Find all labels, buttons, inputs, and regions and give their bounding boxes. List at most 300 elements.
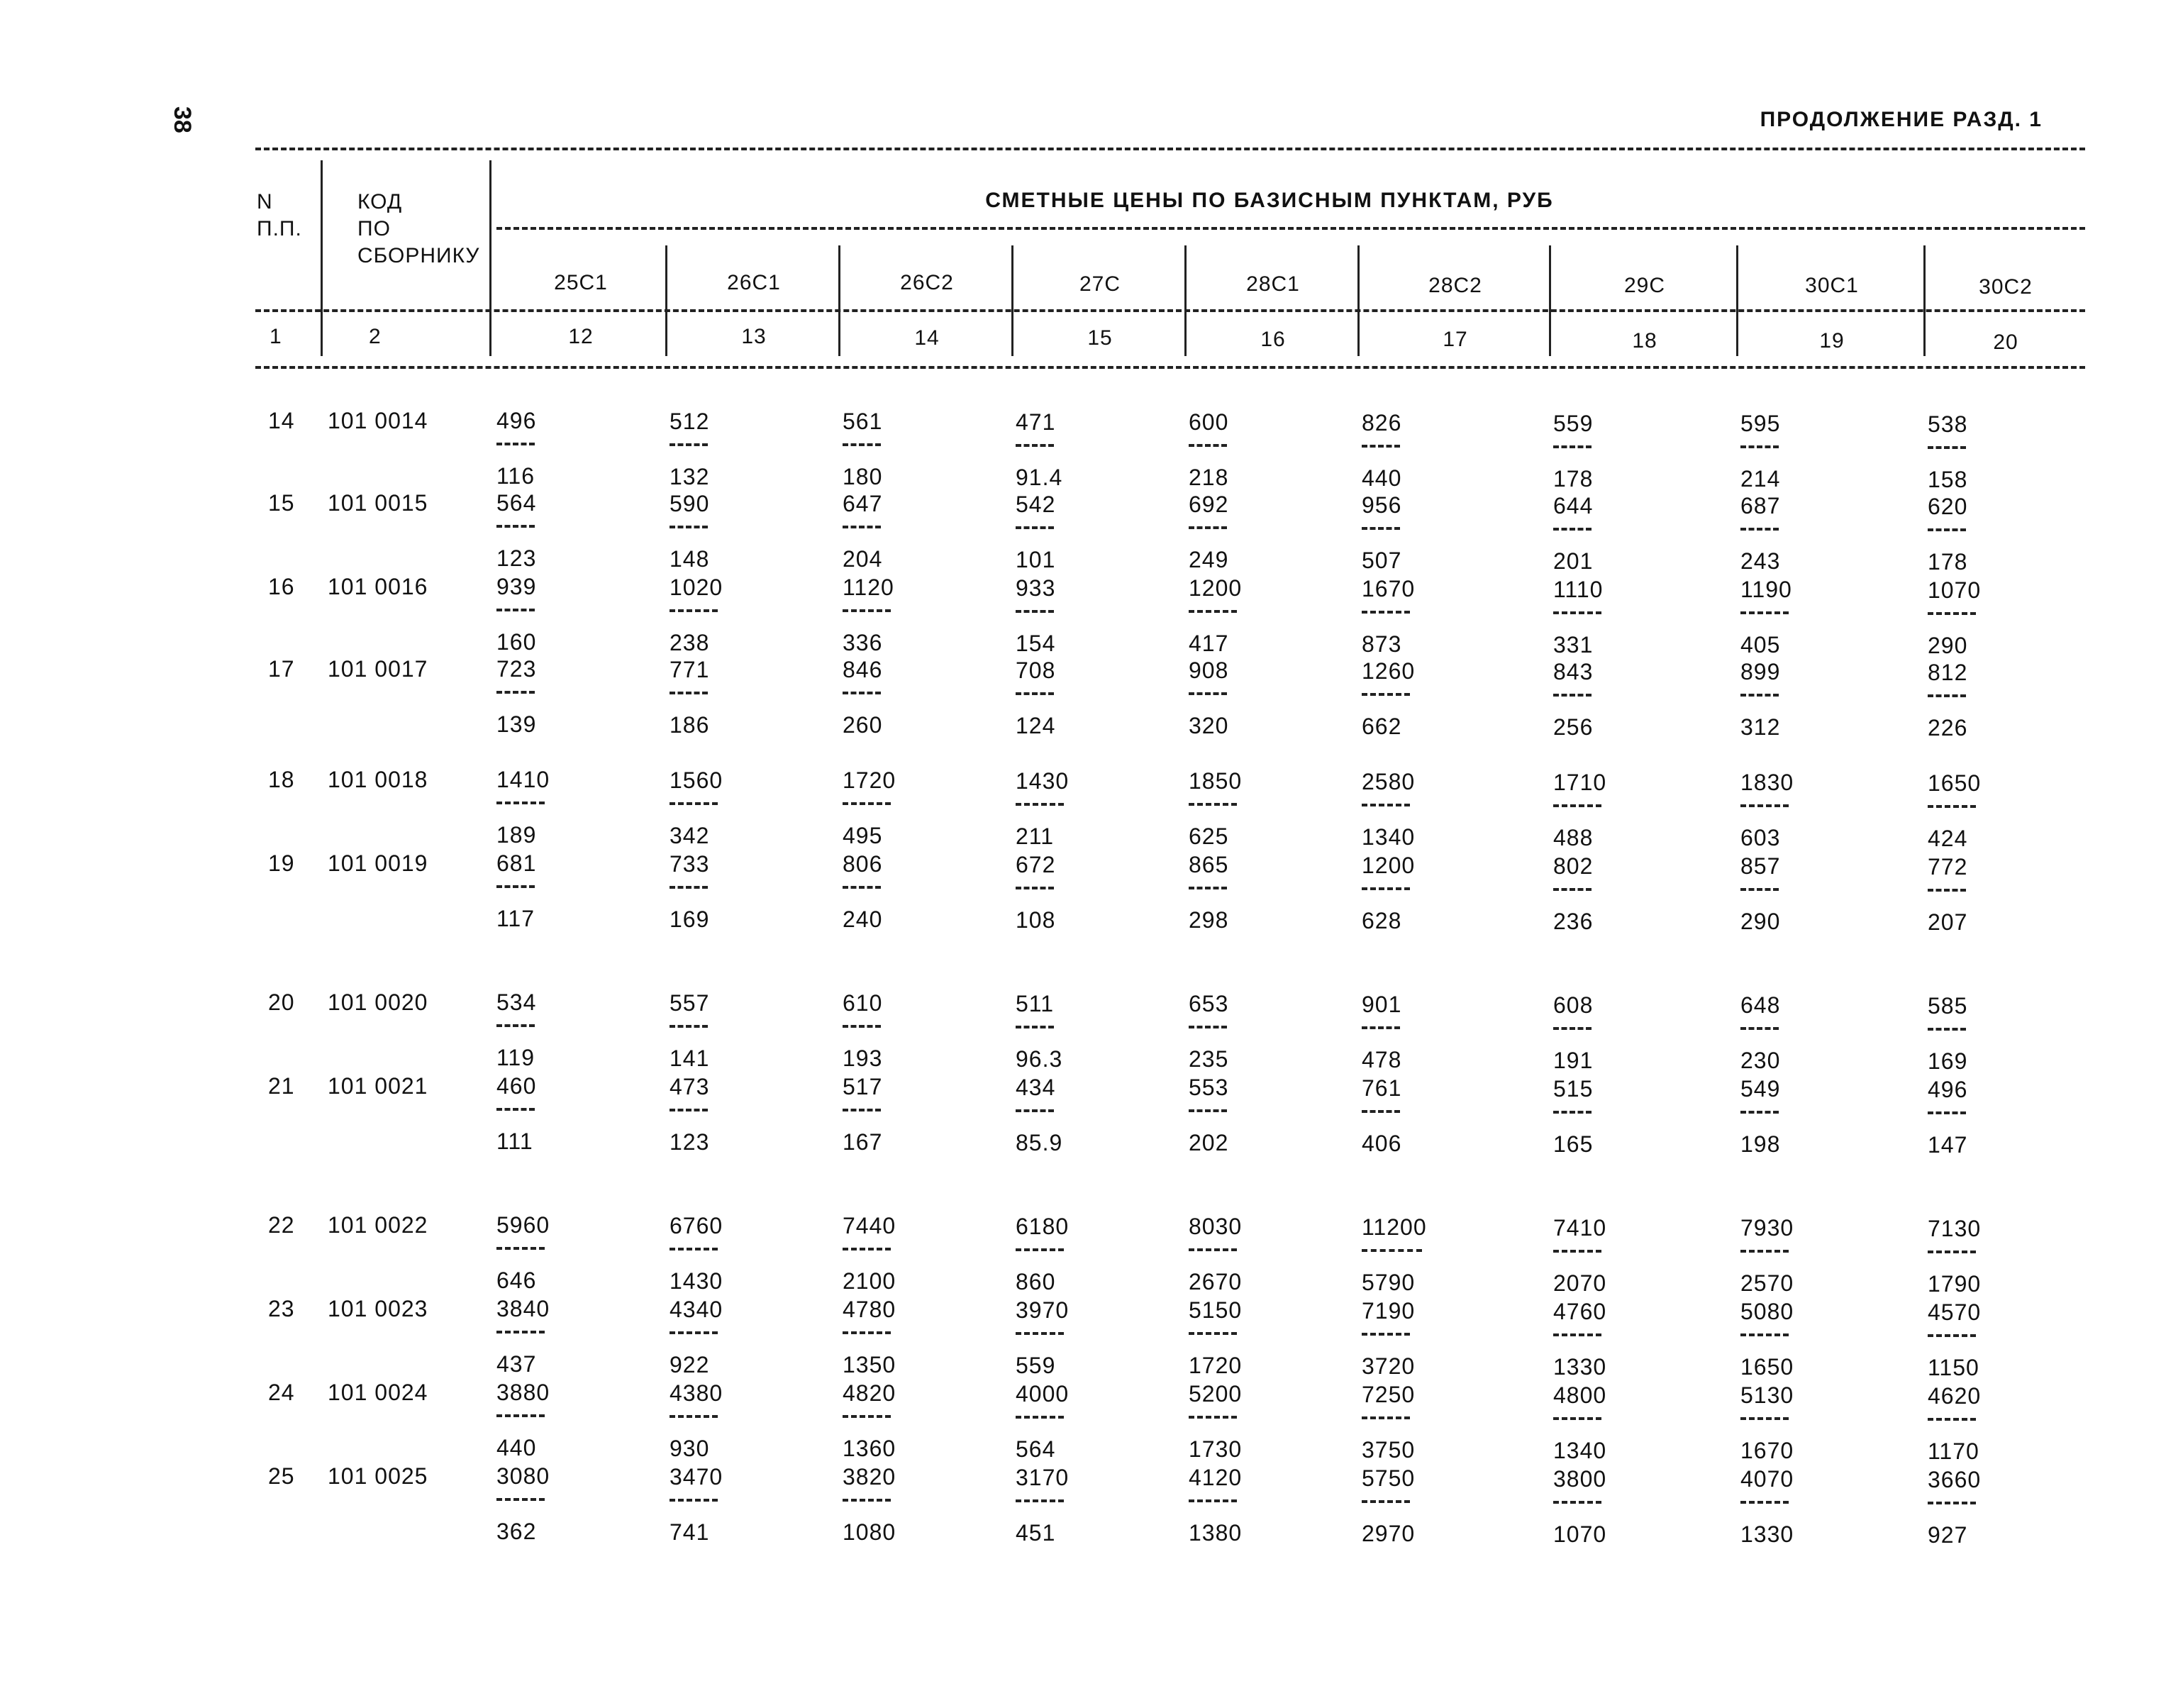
- fraction-line: [670, 1025, 708, 1028]
- price-denominator: 922: [670, 1352, 710, 1377]
- header-divider: [1357, 245, 1360, 356]
- price-denominator: 507: [1362, 548, 1402, 573]
- column-number: 16: [1260, 328, 1286, 351]
- fraction-line: [1016, 1499, 1064, 1502]
- column-number: 13: [741, 325, 767, 348]
- fraction-line: [1740, 611, 1789, 614]
- price-denominator: 2970: [1362, 1521, 1416, 1546]
- price-numerator: 549: [1740, 1076, 1781, 1102]
- price-numerator: 826: [1362, 410, 1402, 436]
- price-numerator: 1020: [670, 575, 723, 600]
- point-header: 27С: [1079, 272, 1121, 296]
- fraction-line: [1928, 889, 1966, 892]
- price-numerator: 542: [1016, 492, 1056, 517]
- price-denominator: 238: [670, 630, 710, 655]
- row-number: 25: [268, 1463, 295, 1489]
- fraction-line: [1553, 1501, 1601, 1504]
- price-numerator: 4070: [1740, 1466, 1794, 1492]
- price-denominator: 290: [1740, 909, 1781, 934]
- row-number: 24: [268, 1380, 295, 1405]
- price-denominator: 559: [1016, 1353, 1056, 1378]
- point-header: 30С2: [1979, 275, 2033, 299]
- price-numerator: 843: [1553, 659, 1594, 684]
- fraction-line: [1362, 611, 1410, 614]
- price-denominator: 186: [670, 712, 710, 738]
- fraction-line: [1553, 804, 1601, 807]
- price-denominator: 169: [670, 906, 710, 932]
- price-numerator: 3660: [1928, 1467, 1982, 1492]
- price-denominator: 662: [1362, 714, 1402, 739]
- fraction-line: [1362, 1110, 1400, 1113]
- header-divider: [838, 245, 840, 356]
- price-numerator: 1200: [1189, 575, 1243, 601]
- fraction-line: [1740, 1417, 1789, 1420]
- price-numerator: 4570: [1928, 1299, 1982, 1325]
- fraction-line: [1740, 528, 1779, 531]
- row-code: 101 0023: [328, 1296, 428, 1321]
- price-denominator: 320: [1189, 713, 1229, 738]
- point-header: 26С1: [727, 271, 781, 294]
- price-denominator: 927: [1928, 1522, 1968, 1548]
- fraction-line: [1016, 1416, 1064, 1419]
- fraction-line: [1740, 1250, 1789, 1253]
- price-numerator: 600: [1189, 409, 1229, 435]
- column-number: 1: [270, 325, 282, 348]
- price-denominator: 312: [1740, 714, 1781, 740]
- price-numerator: 653: [1189, 991, 1229, 1016]
- row-number: 15: [268, 490, 295, 516]
- price-numerator: 515: [1553, 1076, 1594, 1102]
- fraction-line: [670, 609, 718, 612]
- fraction-line: [1362, 693, 1410, 696]
- price-numerator: 723: [496, 656, 537, 682]
- price-numerator: 761: [1362, 1075, 1402, 1101]
- price-denominator: 1720: [1189, 1353, 1243, 1378]
- price-numerator: 471: [1016, 409, 1056, 435]
- price-denominator: 204: [843, 546, 883, 572]
- fraction-line: [843, 526, 881, 528]
- price-denominator: 158: [1928, 467, 1968, 492]
- header-code-line2: ПО: [357, 217, 391, 240]
- price-numerator: 3970: [1016, 1297, 1070, 1323]
- fraction-line: [670, 1499, 718, 1502]
- fraction-line: [1189, 1416, 1237, 1419]
- header-divider: [1736, 245, 1738, 356]
- price-numerator: 1560: [670, 767, 723, 793]
- fraction-line: [1189, 526, 1227, 529]
- fraction-line: [670, 443, 708, 446]
- price-denominator: 1340: [1362, 824, 1416, 850]
- price-numerator: 4620: [1928, 1383, 1982, 1409]
- fraction-line: [670, 1331, 718, 1334]
- price-numerator: 538: [1928, 411, 1968, 437]
- fraction-line: [1553, 528, 1592, 531]
- price-denominator: 1670: [1740, 1438, 1794, 1463]
- price-numerator: 901: [1362, 992, 1402, 1017]
- price-numerator: 846: [843, 657, 883, 682]
- fraction-line: [1016, 1332, 1064, 1335]
- price-denominator: 1430: [670, 1268, 723, 1294]
- price-denominator: 495: [843, 823, 883, 848]
- price-numerator: 4820: [843, 1380, 896, 1406]
- price-denominator: 564: [1016, 1436, 1056, 1462]
- price-numerator: 1410: [496, 767, 550, 792]
- price-denominator: 165: [1553, 1131, 1594, 1157]
- row-code: 101 0014: [328, 408, 428, 433]
- price-denominator: 1170: [1928, 1438, 1979, 1464]
- price-numerator: 564: [496, 490, 537, 516]
- price-denominator: 440: [1362, 465, 1402, 491]
- fraction-line: [1740, 1501, 1789, 1504]
- price-numerator: 7250: [1362, 1382, 1416, 1407]
- row-number: 18: [268, 767, 295, 792]
- price-numerator: 1670: [1362, 576, 1416, 601]
- price-numerator: 496: [1928, 1077, 1968, 1102]
- price-denominator: 178: [1553, 466, 1594, 492]
- fraction-line: [1189, 444, 1227, 447]
- price-numerator: 956: [1362, 492, 1402, 518]
- price-numerator: 806: [843, 851, 883, 877]
- fraction-line: [1362, 527, 1400, 530]
- fraction-line: [1928, 528, 1966, 531]
- row-code: 101 0015: [328, 490, 428, 516]
- fraction-line: [1740, 445, 1779, 448]
- price-denominator: 180: [843, 464, 883, 489]
- continuation-label: ПРОДОЛЖЕНИЕ РАЗД. 1: [1760, 108, 2043, 131]
- price-denominator: 139: [496, 711, 537, 737]
- price-denominator: 167: [843, 1129, 883, 1155]
- price-denominator: 123: [670, 1129, 710, 1155]
- header-divider: [1184, 245, 1187, 356]
- fraction-line: [496, 1024, 535, 1027]
- price-denominator: 1360: [843, 1436, 896, 1461]
- fraction-line: [843, 1025, 881, 1028]
- price-denominator: 417: [1189, 631, 1229, 656]
- price-denominator: 628: [1362, 908, 1402, 933]
- price-numerator: 620: [1928, 494, 1968, 519]
- price-numerator: 6180: [1016, 1214, 1070, 1239]
- price-denominator: 1350: [843, 1352, 896, 1377]
- header-num-line1: N: [257, 190, 273, 214]
- fraction-line: [843, 886, 881, 889]
- fraction-line: [1189, 803, 1237, 806]
- row-code: 101 0024: [328, 1380, 428, 1405]
- price-numerator: 647: [843, 491, 883, 516]
- price-numerator: 5200: [1189, 1381, 1243, 1407]
- row-code: 101 0021: [328, 1073, 428, 1099]
- price-numerator: 857: [1740, 853, 1781, 879]
- price-numerator: 7410: [1553, 1215, 1607, 1241]
- row-number: 23: [268, 1296, 295, 1321]
- price-numerator: 7190: [1362, 1298, 1416, 1324]
- price-denominator: 625: [1189, 824, 1229, 849]
- fraction-line: [496, 1331, 545, 1333]
- fraction-line: [1362, 1026, 1400, 1029]
- price-numerator: 3080: [496, 1463, 550, 1489]
- fraction-line: [1928, 694, 1966, 697]
- row-code: 101 0016: [328, 574, 428, 599]
- row-number: 19: [268, 850, 295, 876]
- column-number: 2: [369, 325, 382, 348]
- price-numerator: 5150: [1189, 1297, 1243, 1323]
- price-denominator: 1080: [843, 1519, 896, 1545]
- fraction-line: [843, 609, 891, 612]
- fraction-line: [496, 1414, 545, 1417]
- price-numerator: 1110: [1553, 577, 1604, 602]
- price-denominator: 2570: [1740, 1270, 1794, 1296]
- price-denominator: 249: [1189, 547, 1229, 572]
- row-number: 14: [268, 408, 295, 433]
- fraction-line: [1189, 1026, 1227, 1028]
- price-denominator: 236: [1553, 909, 1594, 934]
- header-divider: [1549, 245, 1551, 356]
- fraction-line: [1189, 1332, 1237, 1335]
- price-denominator: 191: [1553, 1048, 1594, 1073]
- price-denominator: 160: [496, 629, 537, 655]
- page-number: 38: [169, 106, 196, 133]
- fraction-line: [496, 691, 535, 694]
- price-denominator: 240: [843, 906, 883, 932]
- price-denominator: 3720: [1362, 1353, 1416, 1379]
- fraction-line: [1016, 1248, 1064, 1251]
- point-header: 30С1: [1805, 274, 1859, 297]
- price-numerator: 473: [670, 1074, 710, 1099]
- price-denominator: 362: [496, 1519, 537, 1544]
- row-number: 17: [268, 656, 295, 682]
- price-numerator: 460: [496, 1073, 537, 1099]
- price-denominator: 331: [1553, 632, 1594, 658]
- fraction-line: [843, 692, 881, 694]
- fraction-line: [1740, 888, 1779, 891]
- fraction-line: [1362, 1333, 1410, 1336]
- row-code: 101 0019: [328, 850, 428, 876]
- price-denominator: 741: [670, 1519, 710, 1545]
- price-numerator: 608: [1553, 992, 1594, 1018]
- point-header: 28С2: [1428, 274, 1482, 297]
- price-denominator: 85.9: [1016, 1130, 1063, 1155]
- header-divider: [1011, 245, 1013, 356]
- fraction-line: [1189, 1499, 1237, 1502]
- column-number: 14: [914, 326, 940, 350]
- price-numerator: 595: [1740, 411, 1781, 436]
- price-numerator: 1070: [1928, 577, 1982, 603]
- price-denominator: 119: [496, 1045, 535, 1070]
- header-code-line3: СБОРНИКУ: [357, 244, 480, 267]
- fraction-line: [1553, 1250, 1601, 1253]
- fraction-line: [843, 443, 881, 446]
- price-denominator: 148: [670, 546, 710, 572]
- price-denominator: 336: [843, 630, 883, 655]
- fraction-line: [1016, 610, 1054, 613]
- fraction-line: [1553, 611, 1601, 614]
- price-numerator: 11200: [1362, 1214, 1427, 1240]
- price-denominator: 207: [1928, 909, 1968, 935]
- price-numerator: 4760: [1553, 1299, 1607, 1324]
- price-denominator: 440: [496, 1435, 537, 1460]
- price-numerator: 908: [1189, 658, 1229, 683]
- price-denominator: 189: [496, 822, 537, 848]
- price-numerator: 511: [1016, 991, 1055, 1016]
- price-numerator: 687: [1740, 493, 1781, 518]
- price-numerator: 7440: [843, 1213, 896, 1238]
- price-denominator: 1330: [1553, 1354, 1607, 1380]
- price-denominator: 202: [1189, 1130, 1229, 1155]
- row-code: 101 0020: [328, 989, 428, 1015]
- fraction-line: [670, 1415, 718, 1418]
- price-numerator: 517: [843, 1074, 883, 1099]
- price-numerator: 3820: [843, 1464, 896, 1490]
- fraction-line: [1016, 887, 1054, 889]
- price-denominator: 488: [1553, 825, 1594, 850]
- price-numerator: 692: [1189, 492, 1229, 517]
- fraction-line: [843, 1499, 891, 1502]
- price-numerator: 1120: [843, 575, 894, 600]
- fraction-line: [1928, 1334, 1976, 1337]
- fraction-line: [1189, 1109, 1227, 1112]
- row-number: 16: [268, 574, 295, 599]
- price-numerator: 1200: [1362, 853, 1416, 878]
- price-denominator: 1150: [1928, 1355, 1979, 1380]
- price-denominator: 116: [496, 463, 535, 489]
- price-denominator: 198: [1740, 1131, 1781, 1157]
- price-numerator: 610: [843, 990, 883, 1016]
- fraction-line: [1928, 612, 1976, 615]
- price-denominator: 256: [1553, 714, 1594, 740]
- fraction-line: [1553, 445, 1592, 448]
- price-denominator: 193: [843, 1046, 883, 1071]
- price-denominator: 298: [1189, 907, 1229, 933]
- column-number: 19: [1819, 329, 1845, 353]
- header-top-rule: [255, 148, 2085, 150]
- fraction-line: [670, 692, 708, 694]
- header-code-line1: КОД: [357, 190, 403, 214]
- price-numerator: 4800: [1553, 1382, 1607, 1408]
- price-denominator: 1330: [1740, 1521, 1794, 1547]
- price-numerator: 865: [1189, 852, 1229, 877]
- point-header: 25С1: [554, 271, 608, 294]
- row-code: 101 0022: [328, 1212, 428, 1238]
- fraction-line: [496, 609, 535, 611]
- price-denominator: 132: [670, 464, 710, 489]
- price-numerator: 8030: [1189, 1214, 1243, 1239]
- price-denominator: 860: [1016, 1269, 1056, 1294]
- row-code: 101 0018: [328, 767, 428, 792]
- price-numerator: 648: [1740, 992, 1781, 1018]
- price-denominator: 290: [1928, 633, 1968, 658]
- price-denominator: 260: [843, 712, 883, 738]
- fraction-line: [496, 802, 545, 804]
- price-denominator: 218: [1189, 465, 1229, 490]
- price-denominator: 406: [1362, 1131, 1402, 1156]
- price-numerator: 672: [1016, 852, 1056, 877]
- fraction-line: [1740, 1027, 1779, 1030]
- price-denominator: 1380: [1189, 1520, 1243, 1546]
- price-numerator: 4780: [843, 1297, 896, 1322]
- fraction-line: [1928, 1418, 1976, 1421]
- price-denominator: 603: [1740, 825, 1781, 850]
- header-num-line2: П.П.: [257, 217, 302, 240]
- price-numerator: 3470: [670, 1464, 723, 1490]
- price-denominator: 451: [1016, 1520, 1056, 1546]
- price-denominator: 1070: [1553, 1521, 1607, 1547]
- header-title: СМЕТНЫЕ ЦЕНЫ ПО БАЗИСНЫМ ПУНКТАМ, РУБ: [985, 189, 1554, 212]
- row-number: 22: [268, 1212, 295, 1238]
- point-header: 26С2: [900, 271, 954, 294]
- price-denominator: 108: [1016, 907, 1056, 933]
- fraction-line: [1362, 804, 1410, 806]
- price-denominator: 405: [1740, 632, 1781, 658]
- price-numerator: 4120: [1189, 1465, 1243, 1490]
- fraction-line: [1362, 445, 1400, 448]
- price-denominator: 235: [1189, 1046, 1229, 1072]
- fraction-line: [1553, 1111, 1592, 1114]
- price-denominator: 117: [496, 906, 535, 931]
- price-numerator: 1720: [843, 767, 896, 793]
- fraction-line: [1362, 887, 1410, 890]
- price-denominator: 169: [1928, 1048, 1968, 1074]
- fraction-line: [1553, 694, 1592, 697]
- price-denominator: 141: [670, 1046, 710, 1071]
- price-numerator: 7930: [1740, 1215, 1794, 1241]
- price-denominator: 646: [496, 1268, 537, 1293]
- fraction-line: [1016, 692, 1054, 695]
- price-numerator: 899: [1740, 659, 1781, 684]
- price-denominator: 211: [1016, 824, 1055, 849]
- fraction-line: [1553, 1333, 1601, 1336]
- price-numerator: 3170: [1016, 1465, 1070, 1490]
- price-denominator: 424: [1928, 826, 1968, 851]
- price-denominator: 226: [1928, 715, 1968, 741]
- price-numerator: 3880: [496, 1380, 550, 1405]
- price-numerator: 6760: [670, 1213, 723, 1238]
- price-denominator: 1790: [1928, 1271, 1982, 1297]
- price-denominator: 230: [1740, 1048, 1781, 1073]
- price-denominator: 147: [1928, 1132, 1968, 1158]
- price-numerator: 708: [1016, 658, 1056, 683]
- fraction-line: [843, 1109, 881, 1111]
- fraction-line: [1740, 804, 1789, 807]
- fraction-line: [1928, 446, 1966, 449]
- fraction-line: [1362, 1249, 1422, 1252]
- fraction-line: [1362, 1500, 1410, 1503]
- fraction-line: [1016, 1026, 1054, 1028]
- fraction-line: [1189, 610, 1237, 613]
- price-numerator: 3840: [496, 1296, 550, 1321]
- column-number: 15: [1087, 326, 1113, 350]
- fraction-line: [670, 886, 708, 889]
- header-divider: [665, 245, 667, 356]
- price-denominator: 201: [1553, 548, 1594, 574]
- price-denominator: 178: [1928, 549, 1968, 575]
- price-denominator: 2670: [1189, 1269, 1243, 1294]
- fraction-line: [1928, 1502, 1976, 1504]
- fraction-line: [1553, 1417, 1601, 1420]
- fraction-line: [496, 1247, 545, 1250]
- price-numerator: 5960: [496, 1212, 550, 1238]
- fraction-line: [1740, 694, 1779, 697]
- price-numerator: 559: [1553, 411, 1594, 436]
- fraction-line: [1189, 1248, 1237, 1251]
- fraction-line: [1928, 805, 1976, 808]
- price-denominator: 3750: [1362, 1437, 1416, 1463]
- row-code: 101 0025: [328, 1463, 428, 1489]
- price-denominator: 1650: [1740, 1354, 1794, 1380]
- price-denominator: 873: [1362, 631, 1402, 657]
- price-numerator: 585: [1928, 993, 1968, 1019]
- price-numerator: 534: [496, 989, 537, 1015]
- price-denominator: 154: [1016, 631, 1056, 656]
- price-denominator: 1730: [1189, 1436, 1243, 1462]
